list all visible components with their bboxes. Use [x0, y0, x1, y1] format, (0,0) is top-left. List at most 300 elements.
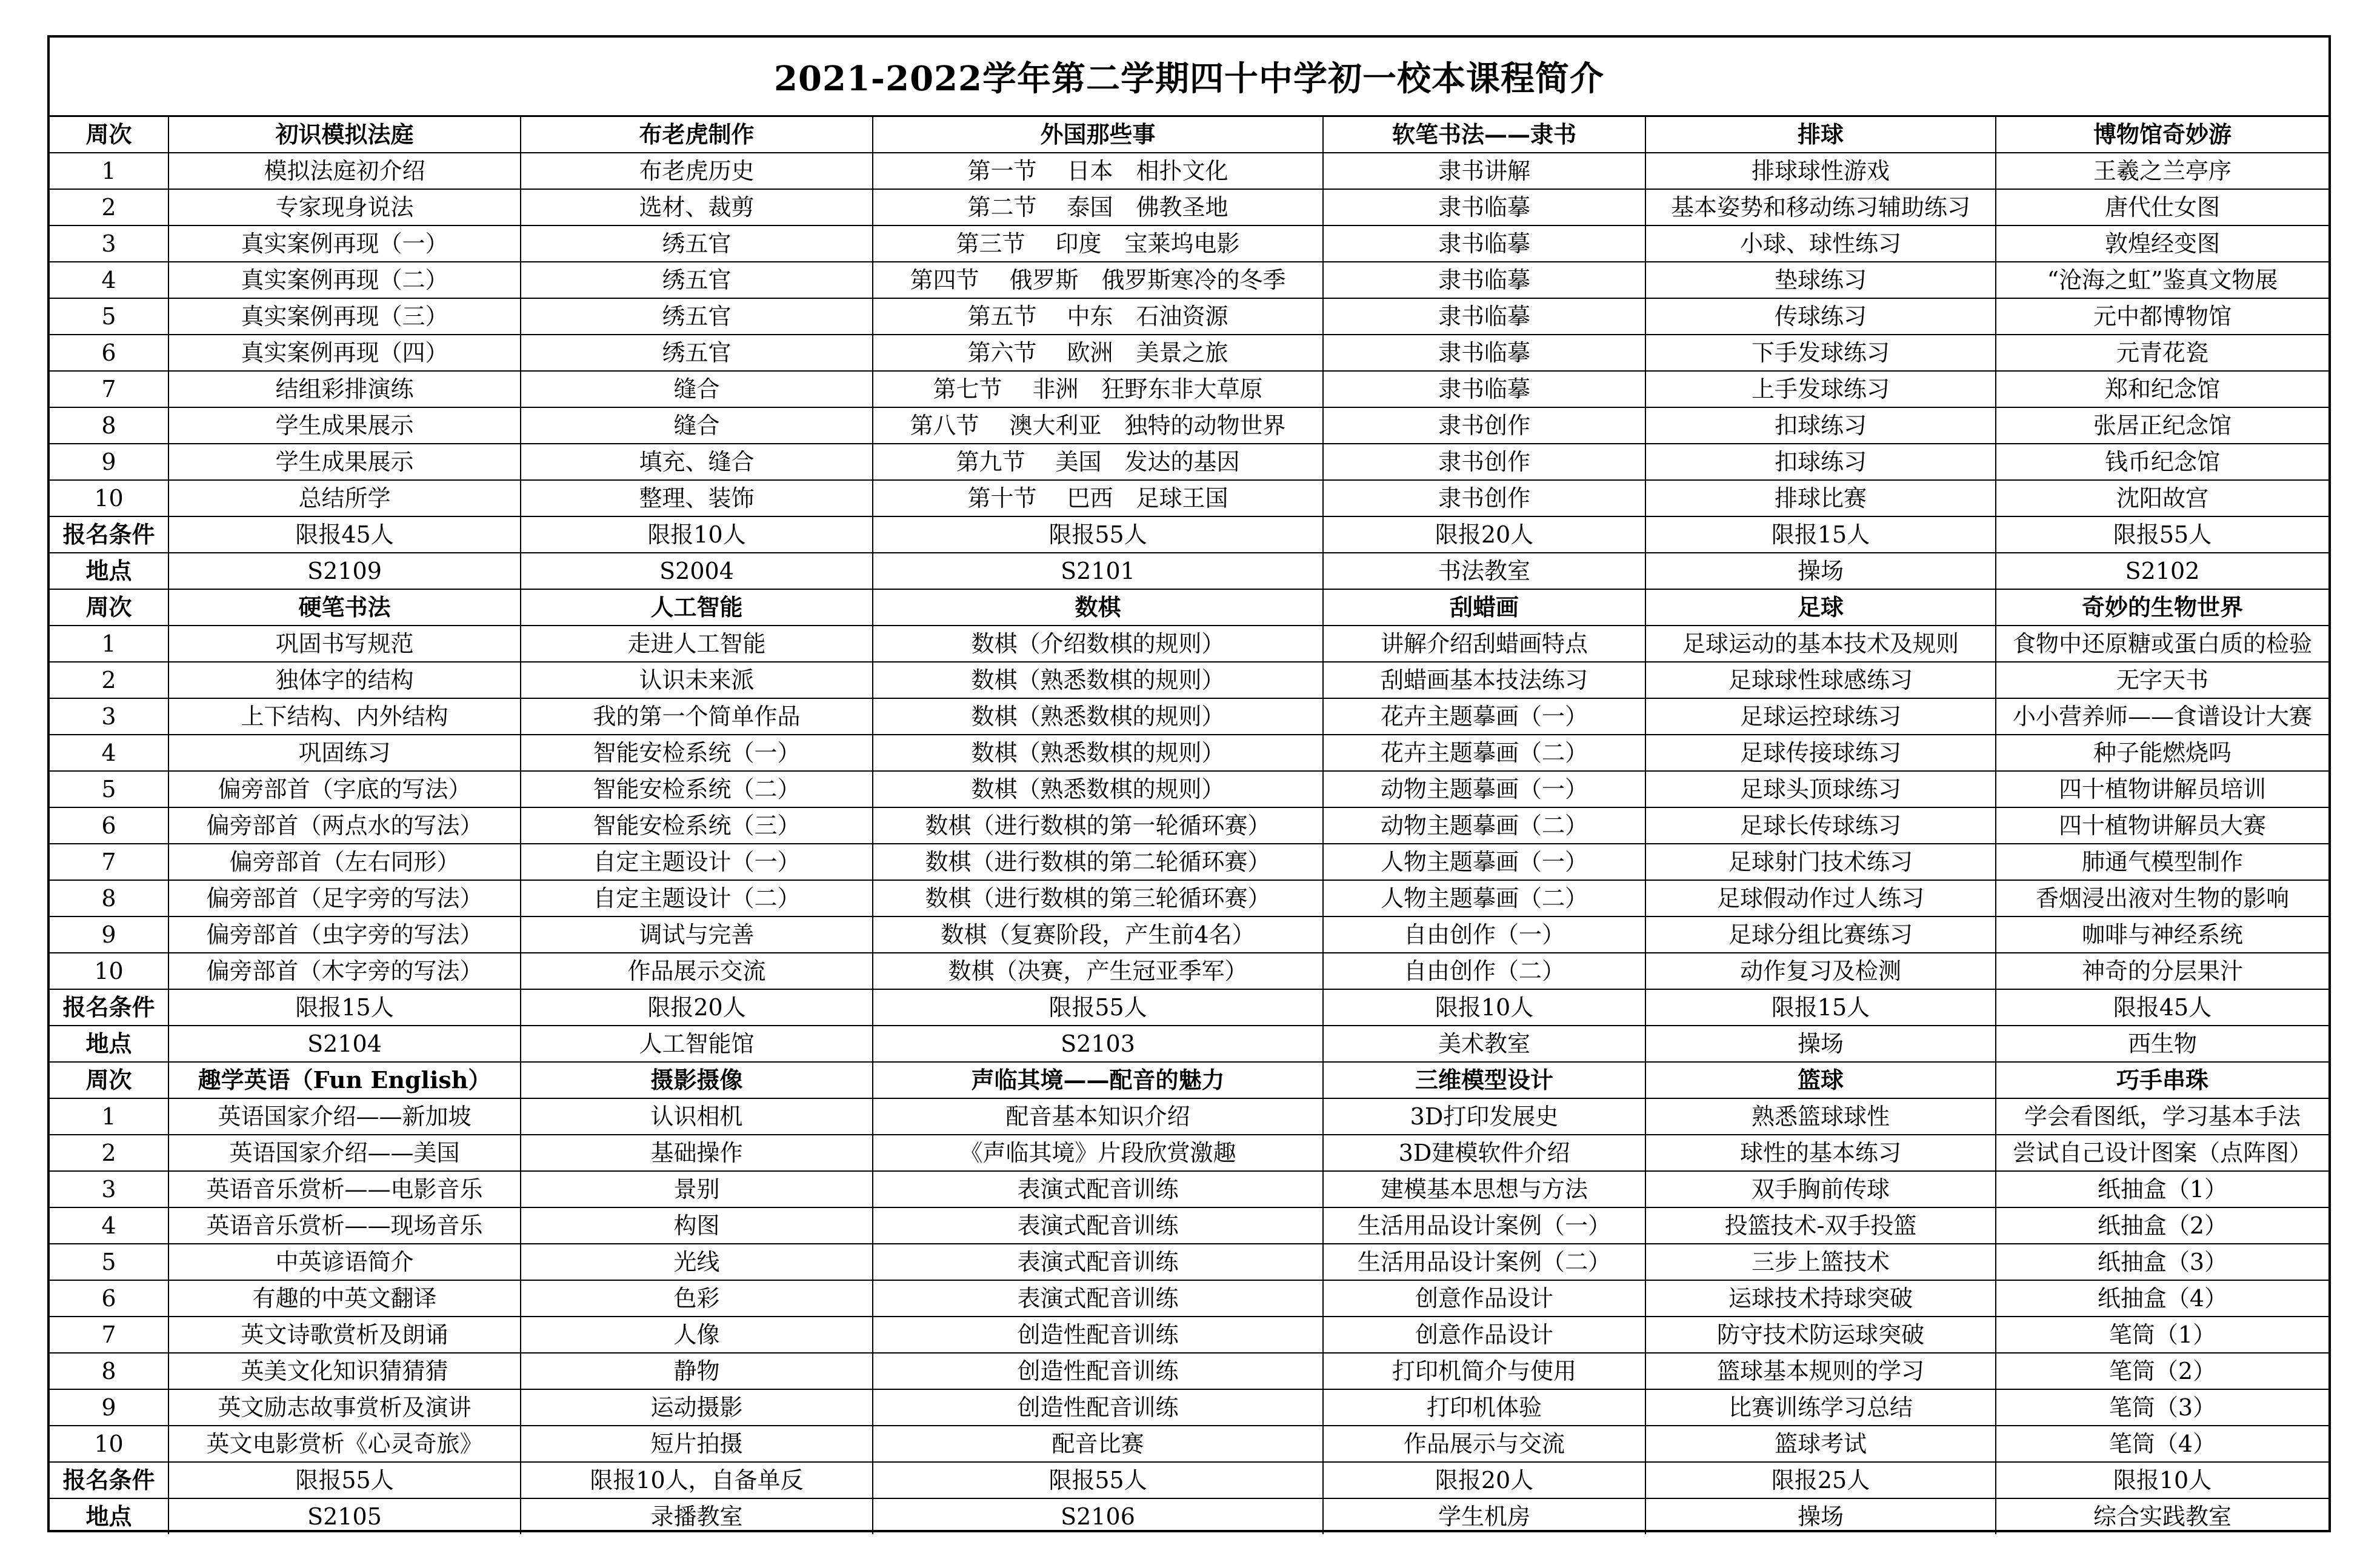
lesson-row — [50, 1135, 2328, 1171]
week-number: 5 — [50, 298, 168, 335]
lesson-cell: 王羲之兰亭序 — [1996, 153, 2328, 189]
course-name: 奇妙的生物世界 — [1996, 589, 2328, 626]
lesson-cell: 扣球练习 — [1645, 407, 1996, 444]
lesson-cell: 认识未来派 — [521, 662, 873, 698]
lesson-row — [50, 735, 2328, 771]
course-sheet — [47, 35, 2331, 1532]
lesson-row — [50, 371, 2328, 407]
lesson-cell: 纸抽盒（2） — [1996, 1207, 2328, 1244]
lesson-row — [50, 1317, 2328, 1353]
lesson-cell: 排球比赛 — [1645, 480, 1996, 516]
lesson-cell: 隶书临摹 — [1323, 335, 1645, 371]
lesson-cell: 基本姿势和移动练习辅助练习 — [1645, 189, 1996, 225]
place-cell: 书法教室 — [1323, 553, 1645, 589]
lesson-cell: 认识相机 — [521, 1098, 873, 1135]
enroll-row — [50, 516, 2328, 553]
week-label: 周次 — [50, 1062, 168, 1098]
lesson-cell: 数棋（决赛，产生冠亚季军） — [873, 953, 1323, 989]
lesson-cell: 景别 — [521, 1171, 873, 1207]
week-number: 8 — [50, 880, 168, 916]
lesson-cell: 专家现身说法 — [168, 189, 521, 225]
lesson-cell: 种子能燃烧吗 — [1996, 735, 2328, 771]
lesson-cell: 结组彩排演练 — [168, 371, 521, 407]
lesson-cell: 生活用品设计案例（二） — [1323, 1244, 1645, 1280]
lesson-cell: 第十节 巴西 足球王国 — [873, 480, 1323, 516]
lesson-cell: 刮蜡画基本技法练习 — [1323, 662, 1645, 698]
lesson-cell: 排球球性游戏 — [1645, 153, 1996, 189]
lesson-cell: 绣五官 — [521, 225, 873, 262]
lesson-cell: 自由创作（一） — [1323, 916, 1645, 953]
lesson-row — [50, 880, 2328, 916]
course-name: 外国那些事 — [873, 117, 1323, 153]
lesson-cell: 第五节 中东 石油资源 — [873, 298, 1323, 335]
week-number: 9 — [50, 444, 168, 480]
lesson-cell: 足球射门技术练习 — [1645, 844, 1996, 880]
lesson-cell: 足球运控球练习 — [1645, 698, 1996, 735]
lesson-cell: 表演式配音训练 — [873, 1244, 1323, 1280]
enroll-row — [50, 1462, 2328, 1498]
lesson-cell: 绣五官 — [521, 262, 873, 298]
lesson-cell: 3D打印发展史 — [1323, 1098, 1645, 1135]
lesson-row — [50, 444, 2328, 480]
lesson-cell: 足球运动的基本技术及规则 — [1645, 626, 1996, 662]
course-name: 布老虎制作 — [521, 117, 873, 153]
week-number: 6 — [50, 1280, 168, 1317]
enroll-cell: 限报20人 — [1323, 516, 1645, 553]
lesson-cell: 基础操作 — [521, 1135, 873, 1171]
lesson-cell: 数棋（进行数棋的第一轮循环赛） — [873, 807, 1323, 844]
enroll-cell: 限报15人 — [168, 989, 521, 1026]
lesson-cell: 沈阳故宫 — [1996, 480, 2328, 516]
lesson-cell: 总结所学 — [168, 480, 521, 516]
lesson-cell: 动作复习及检测 — [1645, 953, 1996, 989]
place-label: 地点 — [50, 1026, 168, 1062]
lesson-row — [50, 480, 2328, 516]
lesson-cell: 数棋（进行数棋的第二轮循环赛） — [873, 844, 1323, 880]
week-number: 5 — [50, 771, 168, 807]
lesson-cell: 数棋（熟悉数棋的规则） — [873, 735, 1323, 771]
lesson-cell: 创意作品设计 — [1323, 1317, 1645, 1353]
page-title: 2021-2022学年第二学期四十中学初一校本课程简介 — [50, 38, 2328, 117]
lesson-cell: 创造性配音训练 — [873, 1353, 1323, 1389]
enroll-cell: 限报20人 — [1323, 1462, 1645, 1498]
place-row — [50, 1498, 2328, 1534]
lesson-cell: 数棋（介绍数棋的规则） — [873, 626, 1323, 662]
place-cell: S2109 — [168, 553, 521, 589]
lesson-row — [50, 1353, 2328, 1389]
lesson-cell: 四十植物讲解员培训 — [1996, 771, 2328, 807]
enroll-cell: 限报10人 — [521, 516, 873, 553]
lesson-cell: 真实案例再现（四） — [168, 335, 521, 371]
lesson-cell: 光线 — [521, 1244, 873, 1280]
enroll-cell: 限报10人 — [1996, 1462, 2328, 1498]
enroll-cell: 限报55人 — [168, 1462, 521, 1498]
lesson-row — [50, 626, 2328, 662]
lesson-cell: 无字天书 — [1996, 662, 2328, 698]
lesson-cell: 动物主题摹画（二） — [1323, 807, 1645, 844]
lesson-cell: 传球练习 — [1645, 298, 1996, 335]
week-number: 2 — [50, 189, 168, 225]
course-name: 数棋 — [873, 589, 1323, 626]
lesson-cell: 双手胸前传球 — [1645, 1171, 1996, 1207]
lesson-cell: 第七节 非洲 狂野东非大草原 — [873, 371, 1323, 407]
lesson-cell: 球性的基本练习 — [1645, 1135, 1996, 1171]
week-number: 9 — [50, 1389, 168, 1426]
enroll-cell: 限报45人 — [1996, 989, 2328, 1026]
lesson-cell: 隶书创作 — [1323, 444, 1645, 480]
lesson-cell: 数棋（熟悉数棋的规则） — [873, 698, 1323, 735]
week-number: 1 — [50, 153, 168, 189]
lesson-row — [50, 844, 2328, 880]
week-number: 3 — [50, 225, 168, 262]
lesson-cell: 偏旁部首（字底的写法） — [168, 771, 521, 807]
lesson-cell: 咖啡与神经系统 — [1996, 916, 2328, 953]
place-cell: 录播教室 — [521, 1498, 873, 1534]
week-number: 6 — [50, 807, 168, 844]
lesson-cell: 第六节 欧洲 美景之旅 — [873, 335, 1323, 371]
section-header-row — [50, 589, 2328, 626]
lesson-cell: 元青花瓷 — [1996, 335, 2328, 371]
lesson-cell: 足球传接球练习 — [1645, 735, 1996, 771]
lesson-cell: 静物 — [521, 1353, 873, 1389]
lesson-cell: 表演式配音训练 — [873, 1207, 1323, 1244]
week-number: 8 — [50, 407, 168, 444]
lesson-cell: 足球分组比赛练习 — [1645, 916, 1996, 953]
lesson-cell: 足球假动作过人练习 — [1645, 880, 1996, 916]
course-name: 声临其境——配音的魅力 — [873, 1062, 1323, 1098]
lesson-cell: 3D建模软件介绍 — [1323, 1135, 1645, 1171]
enroll-cell: 限报55人 — [873, 516, 1323, 553]
lesson-cell: 篮球考试 — [1645, 1426, 1996, 1462]
lesson-cell: 布老虎历史 — [521, 153, 873, 189]
lesson-cell: 学生成果展示 — [168, 407, 521, 444]
lesson-cell: 第九节 美国 发达的基因 — [873, 444, 1323, 480]
lesson-cell: 配音比赛 — [873, 1426, 1323, 1462]
lesson-cell: 食物中还原糖或蛋白质的检验 — [1996, 626, 2328, 662]
week-label: 周次 — [50, 589, 168, 626]
place-cell: 操场 — [1645, 1498, 1996, 1534]
week-number: 4 — [50, 735, 168, 771]
lesson-row — [50, 189, 2328, 225]
lesson-row — [50, 698, 2328, 735]
lesson-cell: 人物主题摹画（一） — [1323, 844, 1645, 880]
lesson-cell: 隶书临摹 — [1323, 189, 1645, 225]
place-cell: 综合实践教室 — [1996, 1498, 2328, 1534]
lesson-cell: 数棋（进行数棋的第三轮循环赛） — [873, 880, 1323, 916]
place-row — [50, 553, 2328, 589]
place-cell: S2106 — [873, 1498, 1323, 1534]
enroll-label: 报名条件 — [50, 1462, 168, 1498]
lesson-cell: 缝合 — [521, 407, 873, 444]
course-name: 硬笔书法 — [168, 589, 521, 626]
lesson-cell: 打印机体验 — [1323, 1389, 1645, 1426]
enroll-cell: 限报10人，自备单反 — [521, 1462, 873, 1498]
enroll-cell: 限报15人 — [1645, 516, 1996, 553]
lesson-cell: 笔筒（3） — [1996, 1389, 2328, 1426]
lesson-cell: 整理、装饰 — [521, 480, 873, 516]
lesson-cell: 纸抽盒（3） — [1996, 1244, 2328, 1280]
lesson-cell: 上手发球练习 — [1645, 371, 1996, 407]
place-cell: 人工智能馆 — [521, 1026, 873, 1062]
week-number: 6 — [50, 335, 168, 371]
lesson-cell: 创造性配音训练 — [873, 1317, 1323, 1353]
lesson-cell: 选材、裁剪 — [521, 189, 873, 225]
lesson-cell: 真实案例再现（二） — [168, 262, 521, 298]
lesson-cell: 隶书临摹 — [1323, 262, 1645, 298]
week-label: 周次 — [50, 117, 168, 153]
lesson-cell: 绣五官 — [521, 335, 873, 371]
enroll-cell: 限报20人 — [521, 989, 873, 1026]
lesson-cell: 隶书创作 — [1323, 407, 1645, 444]
lesson-cell: 英语国家介绍——美国 — [168, 1135, 521, 1171]
week-number: 2 — [50, 1135, 168, 1171]
course-name: 足球 — [1645, 589, 1996, 626]
lesson-cell: 熟悉篮球球性 — [1645, 1098, 1996, 1135]
enroll-cell: 限报10人 — [1323, 989, 1645, 1026]
lesson-cell: 智能安检系统（三） — [521, 807, 873, 844]
lesson-cell: 唐代仕女图 — [1996, 189, 2328, 225]
week-number: 3 — [50, 1171, 168, 1207]
course-name: 三维模型设计 — [1323, 1062, 1645, 1098]
lesson-cell: 动物主题摹画（一） — [1323, 771, 1645, 807]
lesson-cell: 作品展示与交流 — [1323, 1426, 1645, 1462]
lesson-row — [50, 1426, 2328, 1462]
lesson-cell: 数棋（复赛阶段，产生前4名） — [873, 916, 1323, 953]
place-label: 地点 — [50, 553, 168, 589]
lesson-cell: 钱币纪念馆 — [1996, 444, 2328, 480]
lesson-row — [50, 662, 2328, 698]
week-number: 10 — [50, 1426, 168, 1462]
lesson-cell: 《声临其境》片段欣赏激趣 — [873, 1135, 1323, 1171]
lesson-row — [50, 807, 2328, 844]
lesson-row — [50, 262, 2328, 298]
lesson-cell: “沧海之虹”鉴真文物展 — [1996, 262, 2328, 298]
course-name: 巧手串珠 — [1996, 1062, 2328, 1098]
week-number: 9 — [50, 916, 168, 953]
lesson-cell: 神奇的分层果汁 — [1996, 953, 2328, 989]
place-cell: 美术教室 — [1323, 1026, 1645, 1062]
enroll-cell: 限报55人 — [1996, 516, 2328, 553]
lesson-cell: 第八节 澳大利亚 独特的动物世界 — [873, 407, 1323, 444]
place-cell: S2104 — [168, 1026, 521, 1062]
lesson-row — [50, 1171, 2328, 1207]
course-name: 篮球 — [1645, 1062, 1996, 1098]
lesson-cell: 花卉主题摹画（二） — [1323, 735, 1645, 771]
lesson-cell: 第四节 俄罗斯 俄罗斯寒冷的冬季 — [873, 262, 1323, 298]
lesson-cell: 肺通气模型制作 — [1996, 844, 2328, 880]
week-number: 4 — [50, 1207, 168, 1244]
enroll-cell: 限报15人 — [1645, 989, 1996, 1026]
place-cell: 操场 — [1645, 553, 1996, 589]
lesson-row — [50, 916, 2328, 953]
place-cell: 操场 — [1645, 1026, 1996, 1062]
lesson-cell: 短片拍摄 — [521, 1426, 873, 1462]
lesson-cell: 下手发球练习 — [1645, 335, 1996, 371]
place-cell: 学生机房 — [1323, 1498, 1645, 1534]
lesson-cell: 比赛训练学习总结 — [1645, 1389, 1996, 1426]
lesson-cell: 四十植物讲解员大赛 — [1996, 807, 2328, 844]
lesson-cell: 偏旁部首（两点水的写法） — [168, 807, 521, 844]
lesson-cell: 巩固书写规范 — [168, 626, 521, 662]
lesson-cell: 调试与完善 — [521, 916, 873, 953]
enroll-label: 报名条件 — [50, 516, 168, 553]
lesson-cell: 隶书临摹 — [1323, 298, 1645, 335]
enroll-cell: 限报55人 — [873, 989, 1323, 1026]
lesson-cell: 元中都博物馆 — [1996, 298, 2328, 335]
lesson-cell: 笔筒（2） — [1996, 1353, 2328, 1389]
lesson-cell: 表演式配音训练 — [873, 1280, 1323, 1317]
course-name: 排球 — [1645, 117, 1996, 153]
lesson-cell: 香烟浸出液对生物的影响 — [1996, 880, 2328, 916]
lesson-cell: 垫球练习 — [1645, 262, 1996, 298]
lesson-row — [50, 771, 2328, 807]
course-name: 博物馆奇妙游 — [1996, 117, 2328, 153]
lesson-cell: 第三节 印度 宝莱坞电影 — [873, 225, 1323, 262]
lesson-cell: 人物主题摹画（二） — [1323, 880, 1645, 916]
lesson-cell: 偏旁部首（虫字旁的写法） — [168, 916, 521, 953]
section-header-row — [50, 1062, 2328, 1098]
course-name: 摄影摄像 — [521, 1062, 873, 1098]
lesson-cell: 学会看图纸，学习基本手法 — [1996, 1098, 2328, 1135]
lesson-cell: 运球技术持球突破 — [1645, 1280, 1996, 1317]
lesson-row — [50, 1098, 2328, 1135]
course-name: 刮蜡画 — [1323, 589, 1645, 626]
week-number: 7 — [50, 1317, 168, 1353]
lesson-cell: 绣五官 — [521, 298, 873, 335]
lesson-cell: 建模基本思想与方法 — [1323, 1171, 1645, 1207]
lesson-cell: 填充、缝合 — [521, 444, 873, 480]
lesson-cell: 自定主题设计（二） — [521, 880, 873, 916]
lesson-cell: 隶书创作 — [1323, 480, 1645, 516]
lesson-cell: 表演式配音训练 — [873, 1171, 1323, 1207]
lesson-cell: 笔筒（4） — [1996, 1426, 2328, 1462]
week-number: 10 — [50, 953, 168, 989]
lesson-cell: 走进人工智能 — [521, 626, 873, 662]
lesson-cell: 英语音乐赏析——电影音乐 — [168, 1171, 521, 1207]
week-number: 8 — [50, 1353, 168, 1389]
place-label: 地点 — [50, 1498, 168, 1534]
lesson-cell: 偏旁部首（左右同形） — [168, 844, 521, 880]
course-name: 初识模拟法庭 — [168, 117, 521, 153]
lesson-cell: 模拟法庭初介绍 — [168, 153, 521, 189]
lesson-cell: 花卉主题摹画（一） — [1323, 698, 1645, 735]
lesson-cell: 小小营养师——食谱设计大赛 — [1996, 698, 2328, 735]
week-number: 7 — [50, 844, 168, 880]
place-cell: S2103 — [873, 1026, 1323, 1062]
week-number: 7 — [50, 371, 168, 407]
lesson-cell: 人像 — [521, 1317, 873, 1353]
week-number: 5 — [50, 1244, 168, 1280]
week-number: 2 — [50, 662, 168, 698]
lesson-cell: 讲解介绍刮蜡画特点 — [1323, 626, 1645, 662]
lesson-cell: 作品展示交流 — [521, 953, 873, 989]
place-cell: S2105 — [168, 1498, 521, 1534]
place-cell: S2102 — [1996, 553, 2328, 589]
week-number: 1 — [50, 626, 168, 662]
course-table — [50, 117, 2328, 1534]
lesson-row — [50, 335, 2328, 371]
lesson-cell: 自定主题设计（一） — [521, 844, 873, 880]
lesson-cell: 篮球基本规则的学习 — [1645, 1353, 1996, 1389]
lesson-cell: 足球头顶球练习 — [1645, 771, 1996, 807]
enroll-row — [50, 989, 2328, 1026]
week-number: 3 — [50, 698, 168, 735]
lesson-row — [50, 1389, 2328, 1426]
lesson-cell: 偏旁部首（足字旁的写法） — [168, 880, 521, 916]
lesson-cell: 构图 — [521, 1207, 873, 1244]
course-name: 软笔书法——隶书 — [1323, 117, 1645, 153]
lesson-cell: 三步上篮技术 — [1645, 1244, 1996, 1280]
lesson-row — [50, 953, 2328, 989]
lesson-cell: 我的第一个简单作品 — [521, 698, 873, 735]
lesson-cell: 隶书临摹 — [1323, 225, 1645, 262]
lesson-cell: 第一节 日本 相扑文化 — [873, 153, 1323, 189]
lesson-cell: 隶书讲解 — [1323, 153, 1645, 189]
lesson-row — [50, 225, 2328, 262]
lesson-cell: 第二节 泰国 佛教圣地 — [873, 189, 1323, 225]
enroll-cell: 限报55人 — [873, 1462, 1323, 1498]
lesson-cell: 英语国家介绍——新加坡 — [168, 1098, 521, 1135]
lesson-cell: 英文励志故事赏析及演讲 — [168, 1389, 521, 1426]
lesson-cell: 足球球性球感练习 — [1645, 662, 1996, 698]
lesson-cell: 敦煌经变图 — [1996, 225, 2328, 262]
enroll-cell: 限报45人 — [168, 516, 521, 553]
lesson-cell: 张居正纪念馆 — [1996, 407, 2328, 444]
week-number: 4 — [50, 262, 168, 298]
lesson-cell: 有趣的中英文翻译 — [168, 1280, 521, 1317]
lesson-cell: 投篮技术-双手投篮 — [1645, 1207, 1996, 1244]
place-cell: 西生物 — [1996, 1026, 2328, 1062]
week-number: 1 — [50, 1098, 168, 1135]
lesson-cell: 偏旁部首（木字旁的写法） — [168, 953, 521, 989]
lesson-cell: 智能安检系统（二） — [521, 771, 873, 807]
lesson-cell: 笔筒（1） — [1996, 1317, 2328, 1353]
lesson-cell: 上下结构、内外结构 — [168, 698, 521, 735]
enroll-label: 报名条件 — [50, 989, 168, 1026]
lesson-cell: 尝试自己设计图案（点阵图） — [1996, 1135, 2328, 1171]
lesson-cell: 生活用品设计案例（一） — [1323, 1207, 1645, 1244]
lesson-row — [50, 298, 2328, 335]
lesson-cell: 运动摄影 — [521, 1389, 873, 1426]
lesson-cell: 防守技术防运球突破 — [1645, 1317, 1996, 1353]
lesson-row — [50, 1207, 2328, 1244]
lesson-cell: 数棋（熟悉数棋的规则） — [873, 771, 1323, 807]
place-cell: S2004 — [521, 553, 873, 589]
lesson-row — [50, 153, 2328, 189]
week-number: 10 — [50, 480, 168, 516]
lesson-cell: 智能安检系统（一） — [521, 735, 873, 771]
lesson-cell: 创造性配音训练 — [873, 1389, 1323, 1426]
lesson-cell: 纸抽盒（1） — [1996, 1171, 2328, 1207]
lesson-cell: 缝合 — [521, 371, 873, 407]
lesson-cell: 配音基本知识介绍 — [873, 1098, 1323, 1135]
lesson-cell: 打印机简介与使用 — [1323, 1353, 1645, 1389]
course-name: 趣学英语（Fun English） — [168, 1062, 521, 1098]
lesson-cell: 郑和纪念馆 — [1996, 371, 2328, 407]
lesson-cell: 数棋（熟悉数棋的规则） — [873, 662, 1323, 698]
lesson-cell: 独体字的结构 — [168, 662, 521, 698]
lesson-row — [50, 1280, 2328, 1317]
place-row — [50, 1026, 2328, 1062]
lesson-cell: 学生成果展示 — [168, 444, 521, 480]
place-cell: S2101 — [873, 553, 1323, 589]
lesson-cell: 自由创作（二） — [1323, 953, 1645, 989]
lesson-cell: 英美文化知识猜猜猜 — [168, 1353, 521, 1389]
lesson-cell: 扣球练习 — [1645, 444, 1996, 480]
lesson-cell: 真实案例再现（三） — [168, 298, 521, 335]
lesson-cell: 隶书临摹 — [1323, 371, 1645, 407]
lesson-cell: 巩固练习 — [168, 735, 521, 771]
